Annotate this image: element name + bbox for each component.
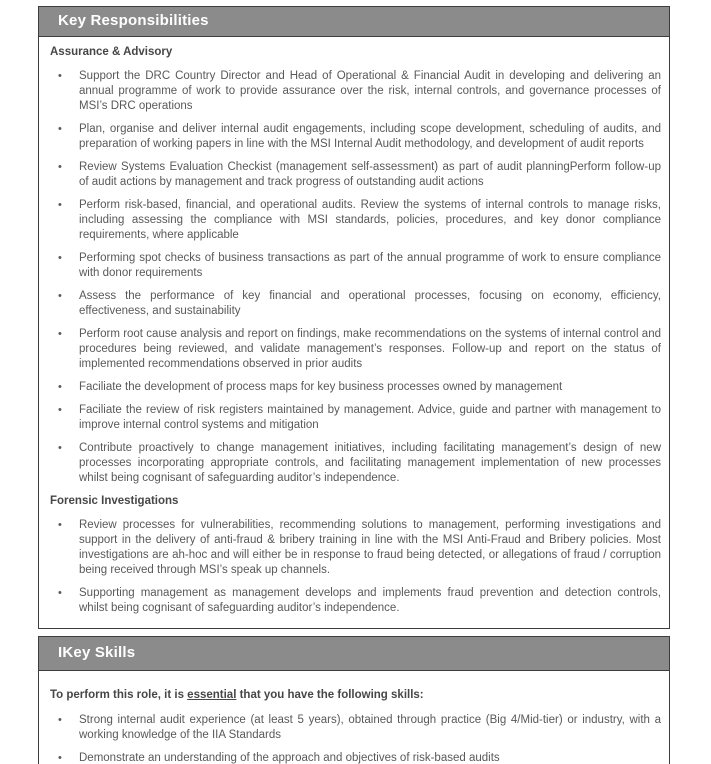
bullet-item [50,441,661,486]
bullet-item [50,586,661,616]
bullet-item [50,403,661,433]
bullet-icon: • [58,328,62,340]
bullet-icon: • [58,381,62,393]
bullet-item [50,251,661,281]
bullet-icon: • [58,404,62,416]
bullet-text: Strong internal audit experience (at least 5 years), obtained through practice (Big 4/Mid-tier) or industry, with a working knowledge of the IIA Standards [79,714,661,741]
intro-text-before: To perform this role, it is [50,689,188,701]
section-ikey-skills [38,636,670,764]
section-title: Key Responsibilities [58,12,209,29]
bullet-icon: • [58,161,62,173]
bullet-icon: • [58,587,62,599]
bullet-text: Plan, organise and deliver internal audit engagements, including scope development, scheduling of audits, and preparation of working papers in line with the MSI Internal Audit methodology, and development of audit reports [79,123,661,150]
job-description-table [38,6,670,764]
bullet-text: Assess the performance of key financial and operational processes, focusing on economy, efficiency, effectiveness, and sustainability [79,290,661,317]
bullet-text: Faciliate the development of process maps for key business processes owned by management [79,381,563,393]
section-key-responsibilities [38,6,670,629]
bullet-item [50,518,661,578]
bullet-item [50,289,661,319]
section-body [39,37,669,628]
bullet-icon: • [58,123,62,135]
sub-heading: Forensic Investigations [50,495,179,507]
intro-text-after: that you have the following skills: [236,689,424,701]
bullet-icon: • [58,70,62,82]
bullet-icon: • [58,290,62,302]
bullet-text: Performing spot checks of business transactions as part of the annual programme of work to ensure compliance with donor requirements [79,252,661,279]
bullet-item [50,380,661,395]
bullet-text: Faciliate the review of risk registers maintained by management. Advice, guide and partner with management to improve internal control systems and mitigation [79,404,661,431]
bullet-text: Perform root cause analysis and report on findings, make recommendations on the systems of internal control and procedures being reviewed, and validate management’s responses. Follow-up and report on the status of implemented recommendations observed in prior audits [79,328,661,370]
intro-text-underlined: essential [187,689,237,701]
skills-intro [50,688,661,703]
bullet-item [50,713,661,743]
bullet-text: Review Systems Evaluation Checkist (management self-assessment) as part of audit planningPerform follow-up of audit actions by management and track progress of outstanding audit actions [79,161,661,188]
bullet-item [50,122,661,152]
sub-heading: Assurance & Advisory [50,46,173,58]
bullet-text: Contribute proactively to change management initiatives, including facilitating management’s design of new processes incorporating appropriate controls, and facilitating management implementation of new processes whilst being cognisant of safeguarding auditor’s independence. [79,442,661,484]
bullet-icon: • [58,714,62,726]
bullet-text: Supporting management as management develops and implements fraud prevention and detection controls, whilst being cognisant of safeguarding auditor’s independence. [79,587,661,614]
bullet-item [50,160,661,190]
bullet-text: Support the DRC Country Director and Head of Operational & Financial Audit in developing and delivering an annual programme of work to provide assurance over the risk, internal controls, and governance processes of MSI’s DRC operations [79,70,661,112]
section-body [39,671,669,764]
bullet-text: Demonstrate an understanding of the approach and objectives of risk-based audits [79,752,500,764]
bullet-item [50,751,661,764]
bullet-item [50,198,661,243]
bullet-icon: • [58,199,62,211]
bullet-icon: • [58,752,62,764]
bullet-item [50,327,661,372]
bullet-text: Perform risk-based, financial, and operational audits. Review the systems of internal controls to manage risks, including assessing the compliance with MSI standards, policies, procedures, and key donor compliance requirements, where applicable [79,199,661,241]
bullet-item [50,69,661,114]
bullet-text: Review processes for vulnerabilities, recommending solutions to management, performing investigations and support in the delivery of anti-fraud & bribery training in line with the MSI Anti-Fraud and Bribery policies. Most investigations are ah-hoc and will either be in response to fraud being detected, or allegations of fraud / corruption being received through MSI’s speak up channels. [79,519,661,576]
bullet-icon: • [58,252,62,264]
section-header [39,637,669,671]
section-header [39,7,669,37]
bullet-icon: • [58,442,62,454]
section-title: IKey Skills [58,644,136,661]
bullet-icon: • [58,519,62,531]
